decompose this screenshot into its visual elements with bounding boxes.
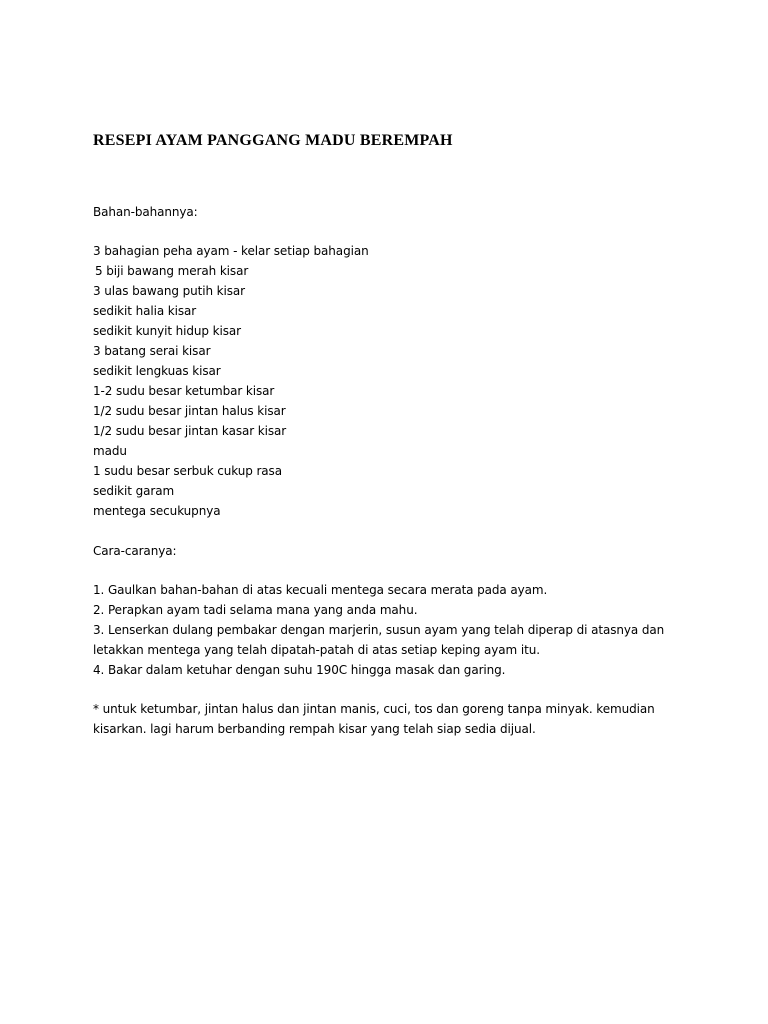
step-line: 3. Lenserkan dulang pembakar dengan marjerin, susun ayam yang telah diperap di atasnya dan: [93, 623, 665, 637]
recipe-title: RESEPI AYAM PANGGANG MADU BEREMPAH: [93, 132, 453, 149]
ingredient-item: 3 ulas bawang putih kisar: [93, 284, 245, 298]
ingredient-item: 5 biji bawang merah kisar: [95, 264, 249, 278]
step-line: 4. Bakar dalam ketuhar dengan suhu 190C hingga masak dan garing.: [93, 663, 506, 677]
step-line: 2. Perapkan ayam tadi selama mana yang anda mahu.: [93, 603, 418, 617]
ingredient-item: sedikit garam: [93, 484, 175, 498]
ingredient-item: sedikit kunyit hidup kisar: [93, 324, 241, 338]
ingredients-list: [93, 241, 369, 521]
ingredient-item: 3 bahagian peha ayam - kelar setiap bahagian: [93, 244, 369, 258]
step-line: letakkan mentega yang telah dipatah-patah di atas setiap keping ayam itu.: [93, 643, 540, 657]
ingredient-item: sedikit lengkuas kisar: [93, 364, 221, 378]
ingredient-item: 1/2 sudu besar jintan kasar kisar: [93, 424, 287, 438]
ingredient-item: mentega secukupnya: [93, 504, 221, 518]
footnote: [93, 699, 655, 739]
ingredient-item: madu: [93, 444, 127, 458]
footnote-line: kisarkan. lagi harum berbanding rempah kisar yang telah siap sedia dijual.: [93, 722, 536, 736]
ingredient-item: 1-2 sudu besar ketumbar kisar: [93, 384, 275, 398]
step-line: 1. Gaulkan bahan-bahan di atas kecuali mentega secara merata pada ayam.: [93, 583, 548, 597]
steps-list: [93, 580, 664, 680]
ingredient-item: 1 sudu besar serbuk cukup rasa: [93, 464, 282, 478]
ingredient-item: 3 batang serai kisar: [93, 344, 211, 358]
ingredient-item: 1/2 sudu besar jintan halus kisar: [93, 404, 286, 418]
footnote-line: * untuk ketumbar, jintan halus dan jintan manis, cuci, tos dan goreng tanpa minyak. kemudian: [93, 702, 655, 716]
ingredient-item: sedikit halia kisar: [93, 304, 197, 318]
steps-heading: Cara-caranya:: [93, 544, 177, 558]
ingredients-heading: Bahan-bahannya:: [93, 205, 198, 219]
